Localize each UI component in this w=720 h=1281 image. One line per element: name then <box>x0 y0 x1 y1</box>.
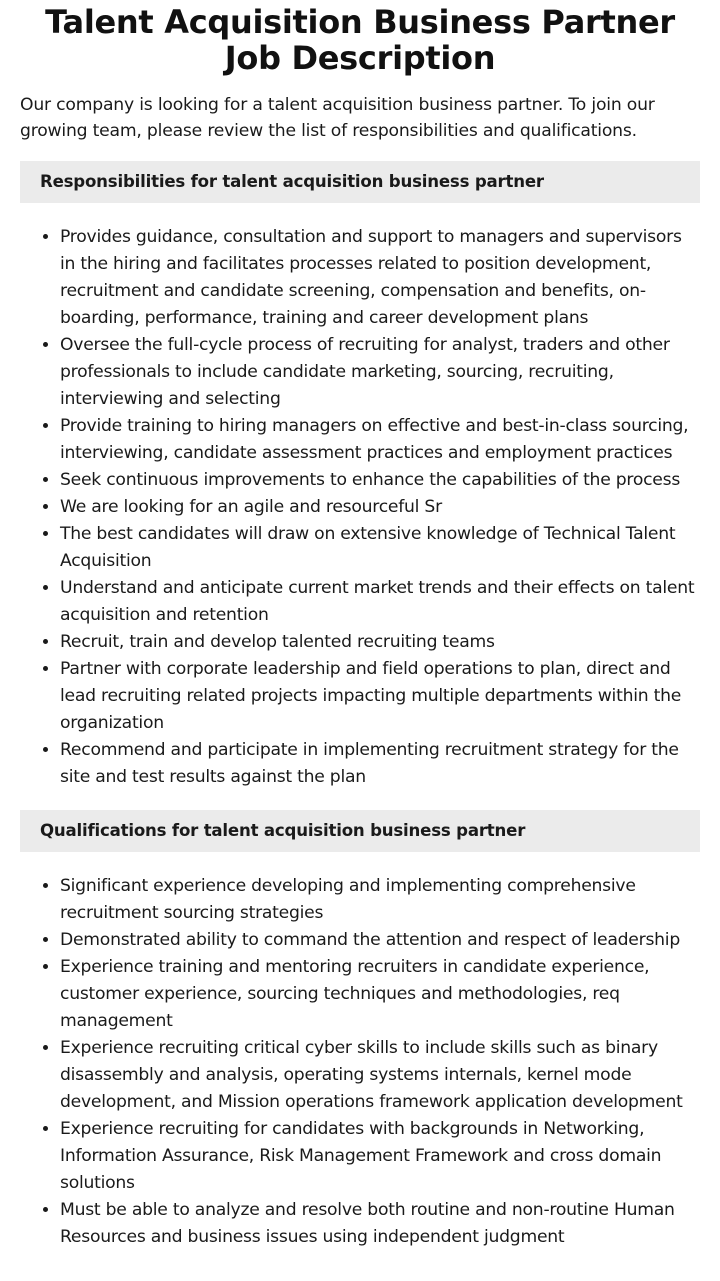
responsibility-item: • The best candidates will draw on extensive knowledge of Technical Talent Acquisition <box>60 521 700 575</box>
responsibilities-heading: Responsibilities for talent acquisition business partner <box>20 161 700 203</box>
responsibility-item: • Seek continuous improvements to enhance the capabilities of the process <box>60 467 700 494</box>
qualification-item: • Must be able to analyze and resolve both routine and non-routine Human Resources and business issues using independent judgment <box>60 1197 700 1251</box>
responsibility-item: • Partner with corporate leadership and field operations to plan, direct and lead recruiting related projects impacting multiple departments within the organization <box>60 656 700 737</box>
responsibility-item: • Provide training to hiring managers on effective and best-in-class sourcing, interviewing, candidate assessment practices and employment practices <box>60 413 700 467</box>
qualifications-list <box>20 873 700 1251</box>
responsibilities-list <box>20 224 700 791</box>
qualification-item: • Significant experience developing and implementing comprehensive recruitment sourcing strategies <box>60 873 700 927</box>
responsibility-item: • Provides guidance, consultation and support to managers and supervisors in the hiring and facilitates processes related to position development, recruitment and candidate screening, compensation and benefits, on-boarding, performance, training and career development plans <box>60 224 700 332</box>
qualification-item: • Experience training and mentoring recruiters in candidate experience, customer experience, sourcing techniques and methodologies, req management <box>60 954 700 1035</box>
responsibility-item: • We are looking for an agile and resourceful Sr <box>60 494 700 521</box>
responsibility-item: • Oversee the full-cycle process of recruiting for analyst, traders and other professionals to include candidate marketing, sourcing, recruiting, interviewing and selecting <box>60 332 700 413</box>
qualification-item: • Demonstrated ability to command the attention and respect of leadership <box>60 927 700 954</box>
responsibility-item: • Recruit, train and develop talented recruiting teams <box>60 629 700 656</box>
responsibility-item: • Understand and anticipate current market trends and their effects on talent acquisition and retention <box>60 575 700 629</box>
intro-paragraph: Our company is looking for a talent acquisition business partner. To join our growing team, please review the list of responsibilities and qualifications. <box>20 95 655 141</box>
qualification-item: • Experience recruiting for candidates with backgrounds in Networking, Information Assurance, Risk Management Framework and cross domain solutions <box>60 1116 700 1197</box>
qualifications-heading: Qualifications for talent acquisition business partner <box>20 810 700 852</box>
responsibility-item: • Recommend and participate in implementing recruitment strategy for the site and test results against the plan <box>60 737 700 791</box>
qualification-item: • Experience recruiting critical cyber skills to include skills such as binary disassembly and analysis, operating systems internals, kernel mode development, and Mission operations framework application development <box>60 1035 700 1116</box>
page-title: Talent Acquisition Business Partner Job Description <box>45 3 675 77</box>
